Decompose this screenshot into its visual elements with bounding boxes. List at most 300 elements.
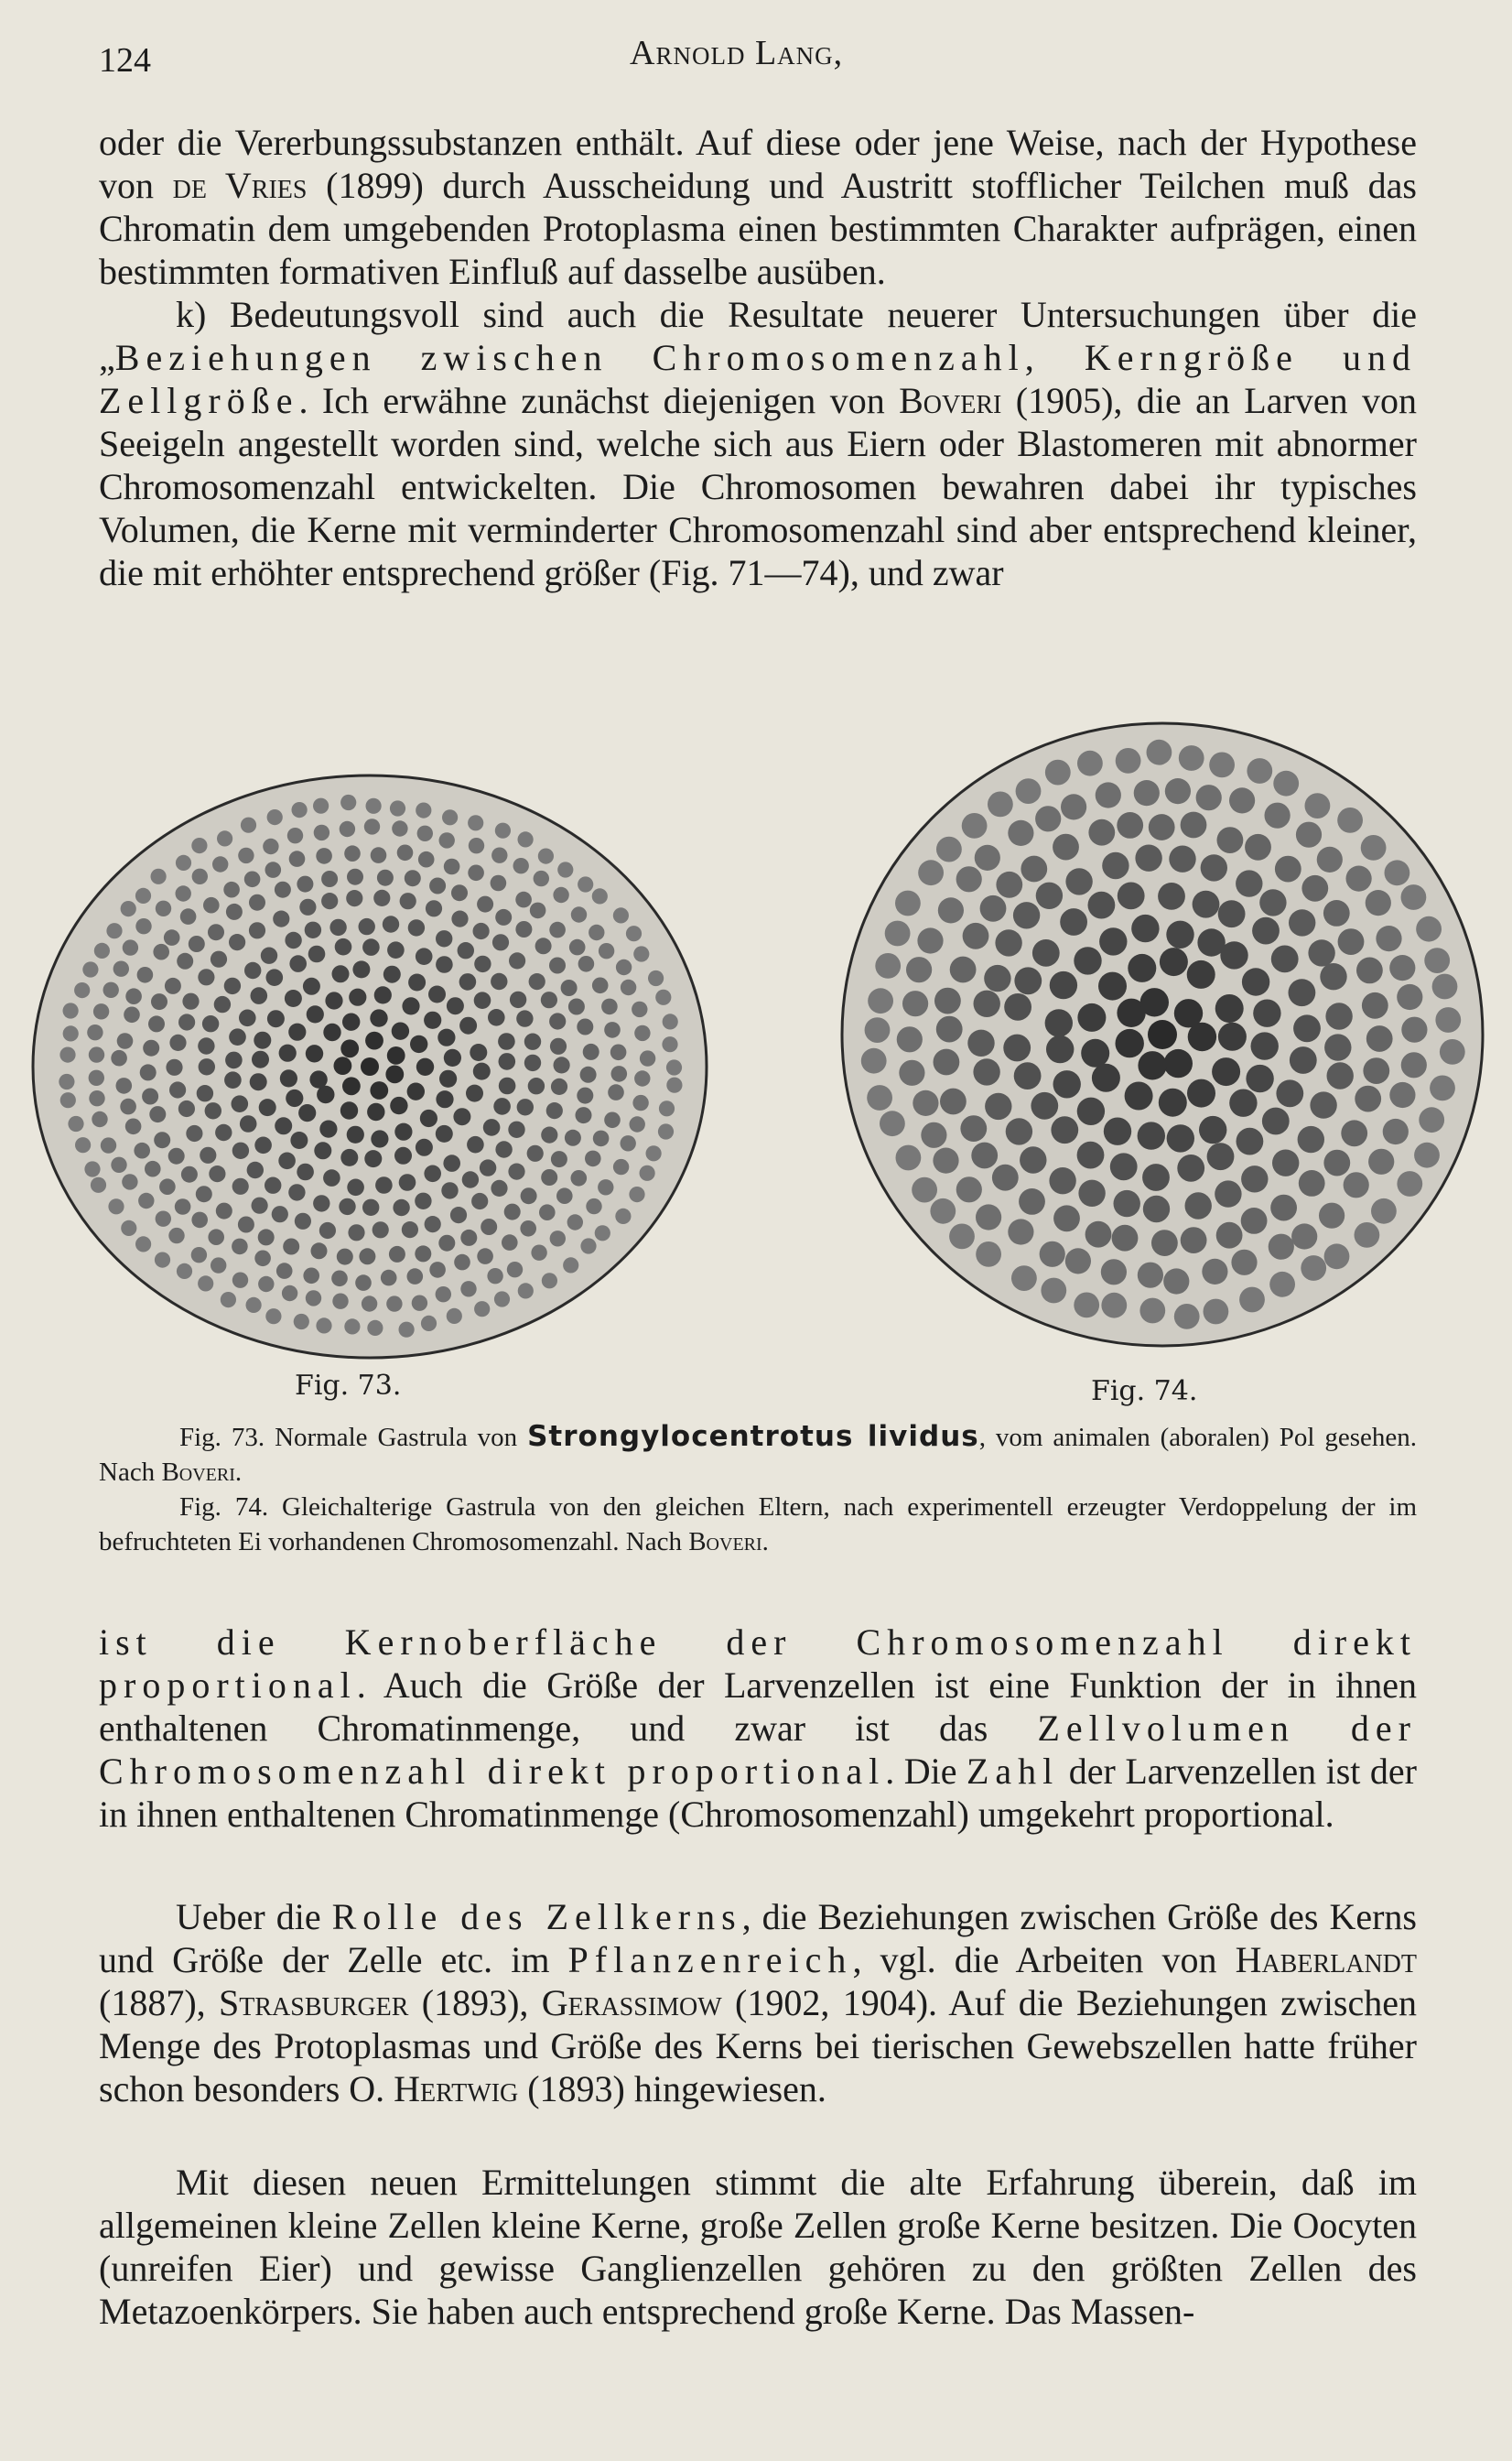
- cell-nucleus: [527, 1145, 544, 1162]
- cell-nucleus: [335, 938, 352, 956]
- cell-nucleus: [491, 848, 507, 863]
- cell-nucleus: [347, 869, 363, 885]
- cell-nucleus: [1165, 778, 1191, 804]
- cell-nucleus: [1218, 1023, 1247, 1051]
- cell-nucleus: [282, 1285, 297, 1301]
- cell-nucleus: [240, 1115, 257, 1133]
- cell-nucleus: [1116, 748, 1141, 774]
- cell-nucleus: [495, 823, 511, 839]
- cell-nucleus: [516, 1010, 533, 1026]
- cell-nucleus: [1196, 785, 1222, 810]
- cell-nucleus: [556, 1187, 573, 1204]
- cell-nucleus: [373, 1221, 389, 1238]
- cell-nucleus: [613, 907, 629, 923]
- cell-nucleus: [1011, 1265, 1037, 1291]
- cell-nucleus: [1167, 1124, 1194, 1152]
- cell-nucleus: [976, 1204, 1001, 1230]
- cell-nucleus: [223, 882, 240, 898]
- cell-nucleus: [397, 845, 414, 862]
- cell-nucleus: [885, 921, 911, 947]
- cell-nucleus: [265, 1177, 281, 1194]
- cell-nucleus: [321, 893, 338, 909]
- cell-nucleus: [973, 1058, 999, 1085]
- cell-nucleus: [142, 1089, 158, 1105]
- cell-nucleus: [1337, 808, 1363, 833]
- cell-nucleus: [1231, 1250, 1257, 1275]
- cell-nucleus: [305, 922, 321, 938]
- cell-nucleus: [1327, 1062, 1354, 1089]
- cell-nucleus: [1199, 1116, 1226, 1144]
- cell-nucleus: [518, 831, 534, 847]
- cell-nucleus: [1135, 845, 1161, 872]
- cell-nucleus: [232, 1143, 249, 1159]
- cell-nucleus: [1401, 884, 1427, 910]
- cell-nucleus: [1217, 827, 1244, 853]
- cell-nucleus: [658, 1123, 674, 1139]
- cell-nucleus: [488, 1009, 505, 1026]
- cell-nucleus: [648, 970, 664, 986]
- cell-nucleus: [663, 1014, 678, 1029]
- cell-nucleus: [359, 1248, 375, 1264]
- cell-nucleus: [309, 1070, 327, 1088]
- cell-nucleus: [921, 1122, 946, 1148]
- cell-nucleus: [321, 871, 338, 887]
- species-name: Strongylocentrotus lividus: [527, 1420, 979, 1453]
- cell-nucleus: [211, 951, 227, 968]
- cell-nucleus: [1355, 1222, 1380, 1248]
- cell-nucleus: [1430, 1076, 1455, 1101]
- cell-nucleus: [538, 849, 554, 864]
- cell-nucleus: [1269, 1234, 1294, 1260]
- cell-nucleus: [1045, 1009, 1073, 1036]
- cell-nucleus: [1077, 1098, 1105, 1125]
- cell-nucleus: [1143, 1196, 1170, 1222]
- cell-nucleus: [1003, 1035, 1031, 1062]
- cell-nucleus: [313, 1195, 329, 1211]
- cell-nucleus: [348, 1224, 364, 1241]
- paragraph-vererbung: oder die Vererbungssubstanzen enthält. Auf diese oder jene Weise, nach der Hypothese von de Vries (1899) durch Ausscheidung und Austritt stofflicher Teilchen muß das Chromatin dem umgebenden Protoplasma einen bestimmten Charakter aufprägen, einen bestimmten formativen Einfluß auf dasselbe ausüben.: [99, 122, 1417, 292]
- cell-nucleus: [1272, 1150, 1299, 1176]
- cell-nucleus: [1014, 967, 1042, 994]
- cell-nucleus: [244, 962, 261, 979]
- cell-nucleus: [93, 1003, 109, 1019]
- cell-nucleus: [481, 1219, 497, 1235]
- cell-nucleus: [1209, 753, 1235, 778]
- cell-nucleus: [934, 1049, 960, 1076]
- spaced-phrase: Beziehungen zwischen Chromosomenzahl, Kerngröße und Zellgröße: [99, 337, 1417, 421]
- cell-nucleus: [896, 1145, 922, 1171]
- cell-nucleus: [491, 875, 507, 892]
- cell-nucleus: [1102, 852, 1129, 879]
- cell-nucleus: [1401, 1017, 1427, 1043]
- cell-nucleus: [956, 866, 982, 892]
- cell-nucleus: [1166, 921, 1193, 949]
- cell-nucleus: [936, 837, 962, 862]
- cell-nucleus: [571, 1170, 588, 1187]
- paragraph-ermittelungen: Mit diesen neuen Ermittelungen stimmt die alte Erfahrung überein, daß im allgemeinen kleine Zellen kleine Kerne, große Zellen große Kerne besitzen. Die Oocyten (unreifen Eier) und gewisse Ganglienzellen gehören zu den größten Zellen des Metazoenkörpers. Sie haben auch entsprechend große Kerne. Das Massen-: [99, 2162, 1417, 2332]
- cell-nucleus: [123, 939, 138, 955]
- cell-nucleus: [189, 936, 205, 952]
- cell-nucleus: [288, 1184, 305, 1200]
- cell-nucleus: [561, 980, 578, 996]
- cell-nucleus: [140, 1064, 157, 1080]
- cell-nucleus: [1046, 1035, 1074, 1063]
- cell-nucleus: [460, 1281, 476, 1296]
- cell-nucleus: [1151, 1230, 1178, 1256]
- cell-nucleus: [417, 826, 433, 841]
- cell-nucleus: [420, 1110, 437, 1127]
- cell-nucleus: [578, 876, 593, 892]
- cell-nucleus: [473, 923, 490, 939]
- cell-nucleus: [576, 1107, 592, 1123]
- cell-nucleus: [571, 906, 587, 922]
- cell-nucleus: [1110, 1153, 1138, 1180]
- cell-nucleus: [1040, 1241, 1065, 1267]
- cell-nucleus: [1169, 846, 1195, 873]
- cell-nucleus: [182, 993, 199, 1010]
- cell-nucleus: [275, 1117, 292, 1134]
- cell-nucleus: [960, 1115, 987, 1142]
- cell-nucleus: [1212, 1057, 1240, 1086]
- cell-nucleus: [1077, 1142, 1105, 1169]
- cell-nucleus: [441, 1182, 458, 1198]
- cell-nucleus: [515, 892, 532, 908]
- cell-nucleus: [238, 1217, 254, 1233]
- cell-nucleus: [541, 1127, 557, 1144]
- figure-73-gastrula: [13, 751, 736, 1382]
- cell-nucleus: [601, 999, 618, 1015]
- cell-nucleus: [314, 825, 329, 840]
- cell-nucleus: [611, 1066, 628, 1082]
- cell-nucleus: [1201, 854, 1227, 881]
- cell-nucleus: [629, 1187, 644, 1202]
- cell-nucleus: [1021, 856, 1047, 883]
- cell-nucleus: [610, 1045, 627, 1061]
- cell-nucleus: [1193, 891, 1220, 918]
- cell-nucleus: [646, 1145, 662, 1161]
- figure-caption: [99, 1419, 1417, 1559]
- cell-nucleus: [1128, 954, 1156, 982]
- cell-nucleus: [1131, 915, 1159, 942]
- cell-nucleus: [542, 1273, 557, 1288]
- cell-nucleus: [258, 1276, 274, 1292]
- cell-nucleus: [616, 959, 632, 975]
- cell-nucleus: [211, 1257, 226, 1273]
- cell-nucleus: [186, 1125, 202, 1142]
- cell-nucleus: [493, 1098, 511, 1115]
- cell-nucleus: [370, 1009, 387, 1026]
- cell-nucleus: [956, 1176, 982, 1202]
- cell-nucleus: [331, 1271, 348, 1287]
- cell-nucleus: [394, 1147, 412, 1165]
- cell-nucleus: [1356, 958, 1383, 984]
- cell-nucleus: [437, 1029, 455, 1046]
- cell-nucleus: [996, 872, 1022, 898]
- running-head: Arnold Lang,: [630, 34, 844, 72]
- cell-nucleus: [1096, 782, 1121, 808]
- cell-nucleus: [1053, 1205, 1080, 1231]
- cell-nucleus: [1237, 1128, 1264, 1155]
- cell-nucleus: [63, 1003, 79, 1018]
- cell-nucleus: [517, 1099, 534, 1115]
- cell-nucleus: [1179, 745, 1204, 771]
- cell-nucleus: [319, 1222, 336, 1239]
- cell-nucleus: [615, 1209, 631, 1224]
- author-devries: de Vries: [172, 165, 308, 206]
- cell-nucleus: [593, 1131, 610, 1147]
- cell-nucleus: [267, 1010, 285, 1027]
- cell-nucleus: [621, 980, 636, 995]
- cell-nucleus: [1246, 1065, 1273, 1092]
- cell-nucleus: [592, 888, 608, 904]
- cell-nucleus: [285, 990, 302, 1007]
- cell-nucleus: [311, 1242, 328, 1259]
- cell-nucleus: [1289, 979, 1316, 1006]
- cell-nucleus: [1104, 1118, 1131, 1145]
- cell-nucleus: [933, 1148, 958, 1174]
- cell-nucleus: [1216, 1222, 1243, 1249]
- cell-nucleus: [1061, 794, 1086, 819]
- cell-nucleus: [1401, 1052, 1427, 1078]
- cell-nucleus: [75, 1137, 91, 1153]
- cell-nucleus: [498, 1033, 515, 1050]
- cell-nucleus: [415, 1193, 431, 1209]
- cell-nucleus: [589, 925, 604, 940]
- cell-nucleus: [1241, 1165, 1268, 1192]
- cell-nucleus: [666, 1059, 682, 1075]
- cell-nucleus: [418, 851, 435, 868]
- cell-nucleus: [477, 1248, 493, 1264]
- cell-nucleus: [1164, 1049, 1193, 1078]
- cell-nucleus: [288, 1024, 306, 1041]
- cell-nucleus: [458, 942, 474, 959]
- cell-nucleus: [196, 1186, 212, 1202]
- cell-nucleus: [621, 1135, 636, 1151]
- cell-nucleus: [283, 1239, 299, 1255]
- text-block-pflanzen: [99, 1895, 1417, 2110]
- cell-nucleus: [212, 856, 228, 872]
- cell-nucleus: [551, 1079, 567, 1095]
- cell-nucleus: [984, 965, 1010, 992]
- cell-nucleus: [280, 1069, 297, 1087]
- cell-nucleus: [447, 997, 464, 1014]
- cell-nucleus: [1035, 806, 1061, 831]
- cell-nucleus: [410, 1035, 427, 1053]
- cell-nucleus: [347, 1126, 364, 1144]
- cell-nucleus: [332, 1294, 348, 1309]
- cell-nucleus: [402, 997, 419, 1014]
- cell-nucleus: [381, 1270, 397, 1286]
- cell-nucleus: [101, 1137, 116, 1153]
- cell-nucleus: [342, 1077, 361, 1095]
- cell-nucleus: [1008, 820, 1033, 846]
- cell-nucleus: [971, 1143, 998, 1169]
- cell-nucleus: [468, 865, 484, 882]
- cell-nucleus: [232, 1095, 249, 1112]
- cell-nucleus: [390, 800, 405, 816]
- cell-nucleus: [541, 992, 557, 1008]
- cell-nucleus: [247, 1162, 264, 1178]
- cell-nucleus: [375, 1176, 393, 1194]
- paragraph-pflanzen: Ueber die Rolle des Zellkerns, die Beziehungen zwischen Größe des Kerns und Größe der Zelle etc. im Pflanzenreich, vgl. die Arbeiten von Haberlandt (1887), Strasburger (1893), Gerassimow (1902, 1904). Auf die Beziehungen zwischen Menge des Protoplasmas und Größe des Kerns bei tierischen Gewebszellen hatte früher schon besonders O. Hertwig (1893) hingewiesen.: [99, 1896, 1418, 2109]
- cell-nucleus: [169, 1081, 186, 1098]
- cell-nucleus: [1147, 740, 1172, 765]
- cell-nucleus: [316, 1317, 331, 1333]
- cell-nucleus: [640, 1050, 655, 1066]
- cell-nucleus: [450, 1207, 467, 1223]
- cell-nucleus: [287, 828, 303, 843]
- cell-nucleus: [221, 1292, 236, 1307]
- cell-nucleus: [459, 1017, 477, 1035]
- cell-nucleus: [541, 1169, 557, 1186]
- cell-nucleus: [949, 1224, 975, 1250]
- cell-nucleus: [1320, 963, 1346, 990]
- cell-nucleus: [504, 1204, 521, 1220]
- cell-nucleus: [578, 956, 595, 972]
- cell-nucleus: [1207, 1143, 1235, 1170]
- cell-nucleus: [259, 1099, 276, 1116]
- cell-nucleus: [902, 991, 928, 1016]
- cell-nucleus: [169, 1035, 186, 1051]
- cell-nucleus: [1346, 866, 1372, 892]
- cell-nucleus: [399, 1322, 415, 1338]
- cell-nucleus: [469, 838, 484, 853]
- cell-nucleus: [634, 1070, 650, 1086]
- cell-nucleus: [499, 1078, 516, 1095]
- cell-nucleus: [155, 1252, 170, 1268]
- cell-nucleus: [82, 961, 98, 977]
- cell-nucleus: [192, 869, 208, 884]
- cell-nucleus: [299, 899, 316, 916]
- cell-nucleus: [494, 1291, 510, 1306]
- cell-nucleus: [1296, 822, 1322, 848]
- cell-nucleus: [151, 993, 167, 1010]
- cell-nucleus: [306, 1290, 321, 1306]
- cell-nucleus: [415, 1245, 431, 1262]
- cell-nucleus: [371, 847, 387, 863]
- cell-nucleus: [520, 1220, 536, 1237]
- cell-nucleus: [87, 1025, 103, 1040]
- cell-nucleus: [1293, 1014, 1321, 1042]
- cell-nucleus: [480, 1159, 496, 1176]
- cell-nucleus: [59, 1047, 75, 1063]
- paragraph-k: k) Bedeutungsvoll sind auch die Resultate neuerer Untersuchungen über die „Beziehungen zwischen Chromosomenzahl, Kerngröße und Zellgröße. Ich erwähne zunächst diejenigen von Boveri (1905), die an Larven von Seeigeln angestellt worden sind, welche sich aus Eiern oder Blastomeren mit abnormer Chromosomenzahl entwickelten. Die Chromosomen bewahren dabei ihr typisches Volumen, die Kerne mit verminderter Chromosomenzahl sind aber entsprechend kleiner, die mit erhöhter entsprechend größer (Fig. 71—74), und zwar: [99, 294, 1417, 593]
- cell-nucleus: [197, 1085, 213, 1101]
- cell-nucleus: [176, 855, 191, 871]
- cell-nucleus: [938, 897, 964, 923]
- cell-nucleus: [198, 969, 214, 985]
- cell-nucleus: [963, 923, 989, 949]
- cell-nucleus: [92, 1111, 107, 1127]
- page-number: 124: [99, 41, 151, 80]
- cell-nucleus: [166, 1059, 182, 1076]
- cell-nucleus: [460, 1230, 477, 1246]
- cell-nucleus: [515, 921, 532, 938]
- cell-nucleus: [1053, 834, 1079, 861]
- cell-nucleus: [252, 1051, 269, 1068]
- cell-nucleus: [1242, 968, 1269, 995]
- cell-nucleus: [191, 838, 207, 853]
- cell-nucleus: [198, 1037, 214, 1054]
- cell-nucleus: [1236, 870, 1262, 896]
- cell-nucleus: [1088, 819, 1115, 846]
- cell-nucleus: [936, 1016, 963, 1043]
- cell-nucleus: [1174, 1304, 1200, 1329]
- cell-nucleus: [124, 1007, 140, 1024]
- cell-nucleus: [1045, 760, 1071, 786]
- cell-nucleus: [513, 858, 529, 873]
- cell-nucleus: [340, 821, 355, 837]
- cell-nucleus: [229, 934, 245, 950]
- cell-nucleus: [251, 987, 268, 1004]
- cell-nucleus: [462, 1171, 479, 1187]
- cell-nucleus: [168, 1148, 185, 1165]
- cell-nucleus: [608, 1084, 624, 1100]
- cell-nucleus: [1273, 771, 1299, 797]
- cell-nucleus: [453, 1108, 470, 1125]
- cell-nucleus: [385, 1066, 404, 1084]
- cell-nucleus: [470, 1044, 487, 1061]
- cell-nucleus: [534, 871, 549, 886]
- cell-nucleus: [416, 948, 433, 965]
- cell-nucleus: [1220, 941, 1247, 969]
- cell-nucleus: [1435, 1007, 1461, 1033]
- cell-nucleus: [295, 1213, 311, 1230]
- cell-nucleus: [557, 862, 573, 877]
- cell-nucleus: [200, 1147, 216, 1164]
- cell-nucleus: [443, 1155, 460, 1172]
- cell-nucleus: [1014, 1062, 1042, 1090]
- cell-nucleus: [549, 922, 566, 938]
- cell-nucleus: [1324, 1243, 1350, 1269]
- cell-nucleus: [1031, 1092, 1058, 1120]
- cell-nucleus: [122, 1174, 137, 1189]
- cell-nucleus: [393, 1199, 409, 1216]
- cell-nucleus: [402, 1221, 418, 1238]
- cell-nucleus: [1114, 1190, 1140, 1217]
- cell-nucleus: [1363, 1057, 1389, 1084]
- cell-nucleus: [424, 1012, 441, 1029]
- cell-nucleus: [408, 974, 426, 992]
- cell-nucleus: [1074, 947, 1101, 974]
- cell-nucleus: [339, 1198, 355, 1215]
- text-block-top: [99, 121, 1417, 594]
- cell-nucleus: [967, 1030, 994, 1057]
- cell-nucleus: [59, 1074, 74, 1090]
- cell-nucleus: [177, 1263, 192, 1279]
- cell-nucleus: [549, 1013, 566, 1029]
- cell-nucleus: [913, 1090, 938, 1116]
- cell-nucleus: [468, 815, 483, 830]
- cell-nucleus: [634, 1025, 650, 1041]
- cell-nucleus: [337, 1249, 353, 1265]
- cell-nucleus: [554, 1057, 570, 1073]
- cell-nucleus: [1117, 812, 1143, 839]
- cell-nucleus: [258, 1229, 275, 1245]
- cell-nucleus: [209, 1165, 225, 1182]
- cell-nucleus: [1247, 758, 1272, 784]
- cell-nucleus: [1006, 1118, 1032, 1144]
- cell-nucleus: [319, 1121, 337, 1138]
- cell-nucleus: [655, 990, 671, 1005]
- cell-nucleus: [436, 1125, 453, 1143]
- cell-nucleus: [1181, 812, 1207, 839]
- cell-nucleus: [906, 957, 932, 982]
- cell-nucleus: [1265, 803, 1291, 829]
- cell-nucleus: [940, 1089, 967, 1115]
- cell-nucleus: [1325, 1003, 1352, 1029]
- cell-nucleus: [1140, 988, 1169, 1016]
